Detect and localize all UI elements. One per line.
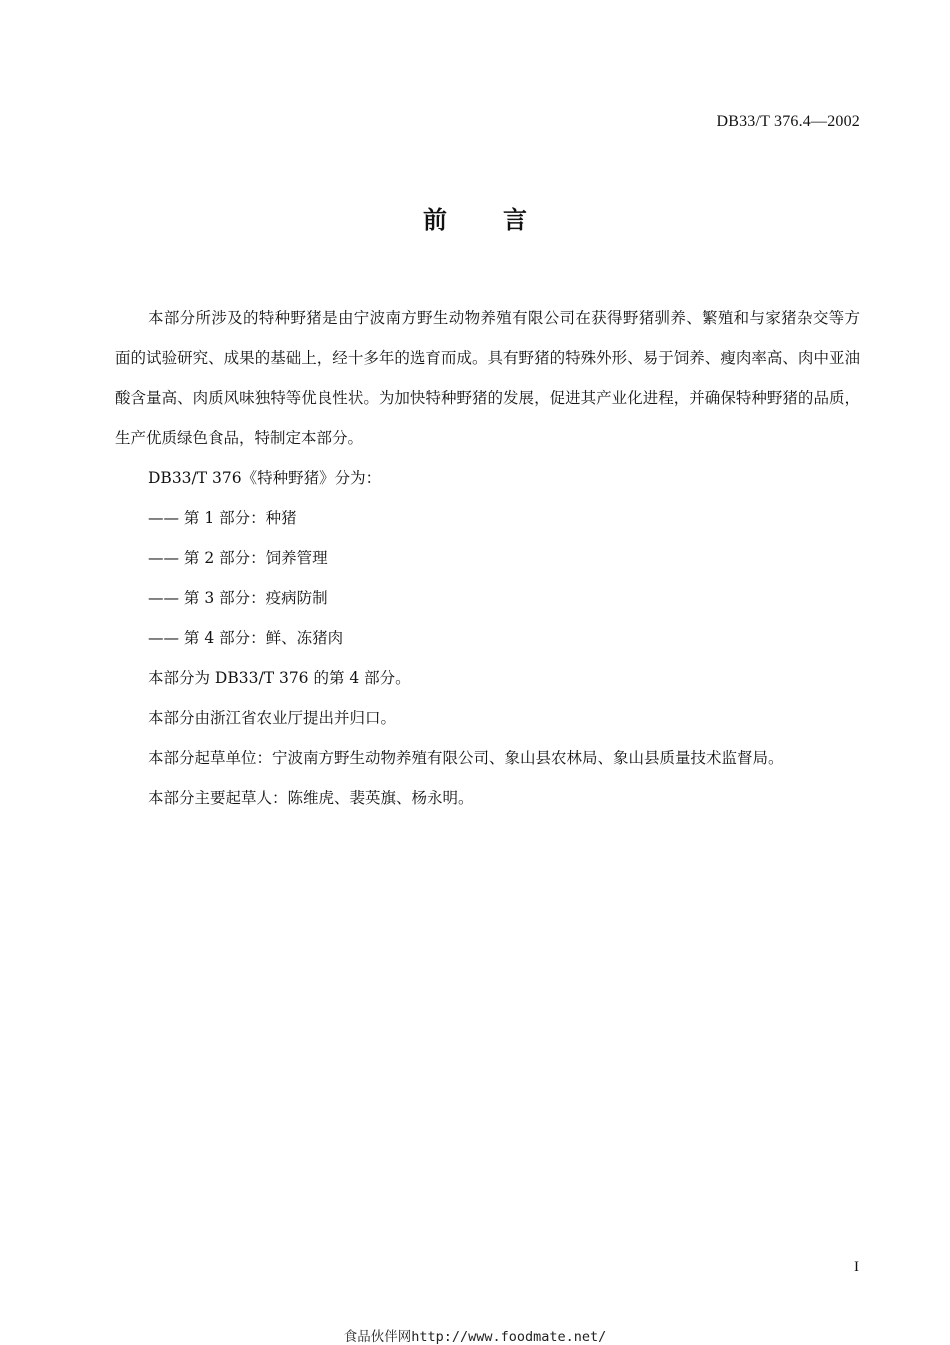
- drafters-statement: 本部分主要起草人：陈维虎、裴英旗、杨永明。: [148, 789, 474, 807]
- page-number: I: [854, 1259, 859, 1275]
- foreword-body: [115, 298, 860, 818]
- drafting-units-statement: 本部分起草单位：宁波南方野生动物养殖有限公司、象山县农林局、象山县质量技术监督局。: [148, 749, 784, 767]
- part-statement: 本部分为 DB33/T 376 的第 4 部分。: [148, 669, 411, 687]
- parts-heading: DB33/T 376《特种野猪》分为：: [148, 469, 382, 487]
- part-list-item: —— 第 1 部分：种猪: [148, 509, 297, 527]
- proposer-statement: 本部分由浙江省农业厅提出并归口。: [148, 709, 397, 727]
- part-list-item: —— 第 2 部分：饲养管理: [148, 549, 328, 567]
- footer-watermark: 食品伙伴网http://www.foodmate.net/: [343, 1329, 607, 1345]
- page-title: 前言: [423, 206, 583, 234]
- part-list-item: —— 第 3 部分：疫病防制: [148, 589, 328, 607]
- document-code: DB33/T 376.4—2002: [716, 113, 860, 130]
- intro-paragraph: 本部分所涉及的特种野猪是由宁波南方野生动物养殖有限公司在获得野猪驯养、繁殖和与家猪杂交等方面的试验研究、成果的基础上，经十多年的选育而成。具有野猪的特殊外形、易于饲养、瘦肉率高、肉中亚油酸含量高、肉质风味独特等优良性状。为加快特种野猪的发展，促进其产业化进程，并确保特种野猪的品质，生产优质绿色食品，特制定本部分。: [115, 309, 860, 447]
- part-list-item: —— 第 4 部分：鲜、冻猪肉: [148, 629, 344, 647]
